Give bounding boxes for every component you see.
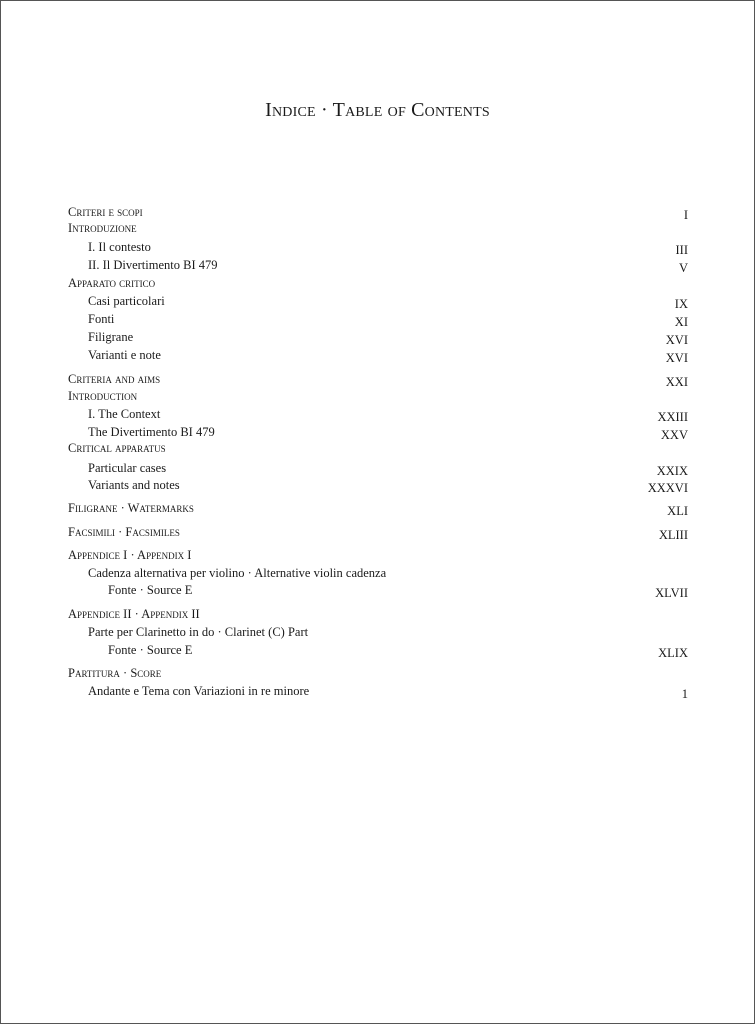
toc-entry xyxy=(1,238,754,256)
toc-entry-label: Appendice I · Appendix I xyxy=(68,548,192,562)
toc-entry-label: Partitura · Score xyxy=(68,666,162,680)
toc-entry-page: XXIX xyxy=(656,464,688,478)
toc-entry xyxy=(1,623,754,641)
toc-entry-page: XVI xyxy=(665,333,688,347)
toc-entry-label: Particular cases xyxy=(88,461,167,475)
toc-entry-label: Filigrane · Watermarks xyxy=(68,501,194,515)
toc-entry-label: I. The Context xyxy=(88,407,161,421)
toc-entry-page: III xyxy=(675,243,688,257)
toc-entry-page: XXXVI xyxy=(647,481,688,495)
toc-entry-label: Filigrane xyxy=(88,330,134,344)
toc-entry-page: V xyxy=(678,261,688,275)
toc-entry xyxy=(1,370,754,388)
toc-entry xyxy=(1,292,754,310)
toc-entry-label: Introduction xyxy=(68,389,138,403)
toc-entry-label: Facsimili · Facsimiles xyxy=(68,525,180,539)
toc-entry-page: XI xyxy=(674,315,688,329)
toc-entry xyxy=(1,459,754,477)
toc-entry-label: Parte per Clarinetto in do · Clarinet (C) Part xyxy=(88,625,309,639)
toc-entry xyxy=(1,641,754,659)
toc-entry xyxy=(1,682,754,700)
toc-entry-page: 1 xyxy=(681,687,688,701)
toc-entry xyxy=(1,564,754,582)
toc-entry-label: Casi particolari xyxy=(88,294,165,308)
toc-entry-label: Apparato critico xyxy=(68,276,156,290)
toc-entry xyxy=(1,523,754,541)
toc-entry-label: Introduzione xyxy=(68,221,137,235)
toc-entry-page: XXI xyxy=(665,375,688,389)
toc-entry-label: Critical apparatus xyxy=(68,441,166,455)
toc-entry-page: XXV xyxy=(660,428,688,442)
toc-entry-label: The Divertimento BI 479 xyxy=(88,425,215,439)
toc-entry-page: XXIII xyxy=(657,410,688,424)
toc-entry-page: XLIII xyxy=(658,528,688,542)
toc-entry xyxy=(1,499,754,517)
toc-entry xyxy=(1,546,754,564)
toc-entry-page: XLIX xyxy=(658,646,688,660)
toc-entry xyxy=(1,581,754,599)
toc-entry xyxy=(1,256,754,274)
toc-entry-label: II. Il Divertimento BI 479 xyxy=(88,258,218,272)
toc-entry xyxy=(1,328,754,346)
toc-entry xyxy=(1,310,754,328)
toc-entry-page: XLVII xyxy=(655,586,688,600)
toc-entry-label: Appendice II · Appendix II xyxy=(68,607,200,621)
toc-entry-label: Fonte · Source E xyxy=(108,643,193,657)
toc-entry xyxy=(1,439,754,457)
toc-entry xyxy=(1,274,754,292)
toc-entry xyxy=(1,387,754,405)
toc-entry-label: Criteria and aims xyxy=(68,372,161,386)
toc-entry-label: Variants and notes xyxy=(88,478,180,492)
toc-entry-page: IX xyxy=(674,297,688,311)
toc-entry-label: Varianti e note xyxy=(88,348,161,362)
toc-entry xyxy=(1,346,754,364)
toc-entry xyxy=(1,664,754,682)
toc-entry xyxy=(1,605,754,623)
toc-entry xyxy=(1,405,754,423)
toc-entry-page: XLI xyxy=(667,504,688,518)
toc-entry-page: I xyxy=(683,208,688,222)
toc-entry-label: I. Il contesto xyxy=(88,240,151,254)
toc-entry-label: Andante e Tema con Variazioni in re minore xyxy=(88,684,310,698)
page-title: Indice · Table of Contents xyxy=(265,99,490,121)
toc-entry-page: XVI xyxy=(665,351,688,365)
toc-entry-label: Fonti xyxy=(88,312,115,326)
toc-entry xyxy=(1,476,754,494)
toc-entry xyxy=(1,219,754,237)
toc-entry-label: Criteri e scopi xyxy=(68,205,143,219)
toc-entry-label: Fonte · Source E xyxy=(108,583,193,597)
toc-entry-label: Cadenza alternativa per violino · Alternative violin cadenza xyxy=(88,566,387,580)
